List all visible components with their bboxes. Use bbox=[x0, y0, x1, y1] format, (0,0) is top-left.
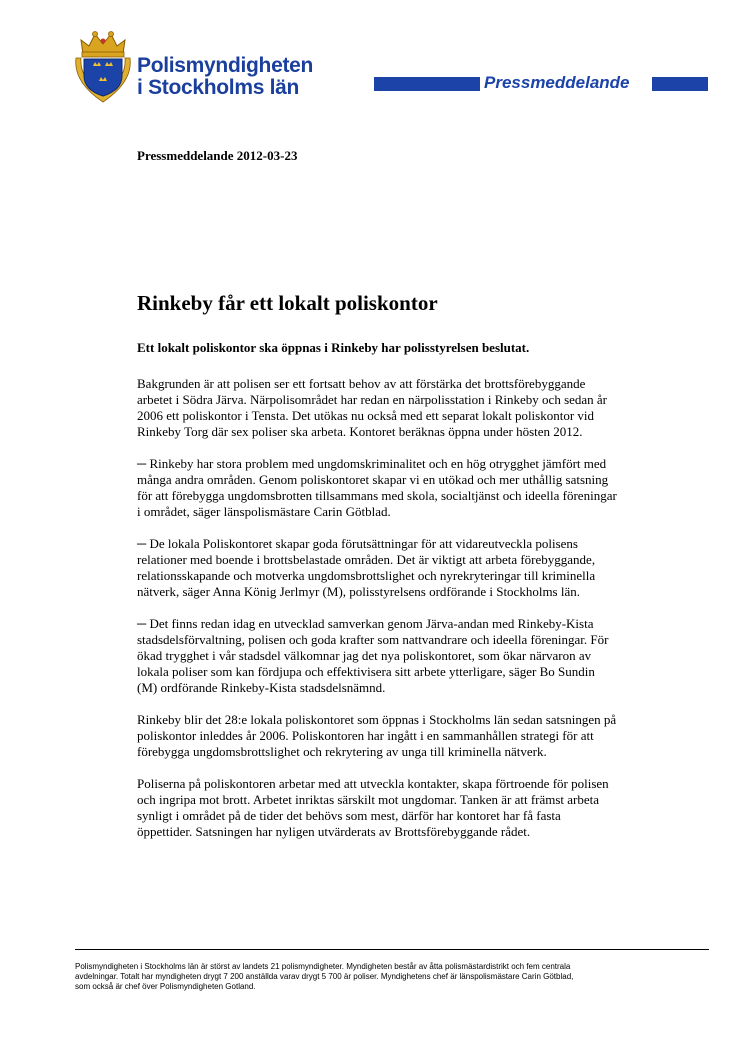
text-line: och ingripa mot brott. Arbetet inriktas särskilt mot ungdomar. Tanken är att främst arbeta bbox=[137, 792, 600, 807]
organization-name bbox=[137, 55, 313, 99]
footer-line: Polismyndigheten i Stockholms län är störst av landets 21 polismyndigheter. Myndigheten består av åtta polismästardistrikt och fem centrala bbox=[75, 962, 571, 971]
crown-shield-icon bbox=[73, 30, 133, 104]
text-line: poliskontor inleddes år 2006. Poliskontoren har ingått i en sammanhållen strategi för att bbox=[137, 728, 594, 743]
footer-text bbox=[75, 962, 715, 992]
press-release-label: Pressmeddelande bbox=[484, 73, 630, 92]
footer-divider bbox=[75, 949, 709, 950]
press-banner-bar-right bbox=[652, 77, 708, 91]
paragraph-police-work bbox=[137, 776, 712, 840]
text-line: arbetet i Södra Järva. Närpolisområdet har redan en närpolisstation i Rinkeby och sedan år bbox=[137, 392, 608, 407]
quote-anna-konig-jerlmyr bbox=[137, 536, 712, 600]
paragraph-background bbox=[137, 376, 712, 440]
text-line: ─ De lokala Poliskontoret skapar goda förutsättningar för att vidareutveckla polisens bbox=[137, 536, 578, 551]
text-line: i området, säger länspolismästare Carin Götblad. bbox=[137, 504, 391, 519]
text-line: lokala poliser som kan fördjupa och effektivisera sitt arbete ytterligare, säger Bo Sundin bbox=[137, 664, 595, 679]
dateline: Pressmeddelande 2012-03-23 bbox=[137, 148, 298, 163]
text-line: Bakgrunden är att polisen ser ett fortsatt behov av att förstärka det brottsförebyggande bbox=[137, 376, 586, 391]
text-line: nätverk, säger Anna König Jerlmyr (M), polisstyrelsens ordförande i Stockholms län. bbox=[137, 584, 580, 599]
text-line: ökad trygghet i vår stadsdel välkomnar jag det nya poliskontoret, som ökar närvaron av bbox=[137, 648, 592, 663]
text-line: 2006 ett poliskontor i Tensta. Det utökas nu också med ett separat lokalt poliskontor vid bbox=[137, 408, 595, 423]
text-line: öppettider. Satsningen har nyligen utvärderats av Brottsförebyggande rådet. bbox=[137, 824, 531, 839]
text-line: Rinkeby Torg där sex poliser ska arbeta. Kontoret beräknas öppna under hösten 2012. bbox=[137, 424, 583, 439]
press-banner-bar-left bbox=[374, 77, 480, 91]
text-line: Poliserna på poliskontoren arbetar med att utveckla kontakter, skapa förtroende för polisen bbox=[137, 776, 609, 791]
text-line: synligt i området på de tider det behövs som mest, därför har kontoret har få fasta bbox=[137, 808, 561, 823]
text-line: förebygga ungdomsbrottslighet och rekrytering av unga till kriminella nätverk. bbox=[137, 744, 547, 759]
headline: Rinkeby får ett lokalt poliskontor bbox=[137, 291, 438, 315]
article-body bbox=[137, 376, 712, 856]
footer-line: avdelningar. Totalt har myndigheten drygt 7 200 anställda varav drygt 5 700 är poliser. Myndighetens chef är länspolismästare Carin Götblad, bbox=[75, 972, 574, 981]
footer-line: som också är chef över Polismyndigheten Gotland. bbox=[75, 982, 256, 991]
text-line: för att förebygga ungdomsbrotten tillsammans med skola, socialtjänst och ideella föreningar bbox=[137, 488, 617, 503]
paragraph-28th-office bbox=[137, 712, 712, 760]
lead-paragraph: Ett lokalt poliskontor ska öppnas i Rinkeby har polisstyrelsen beslutat. bbox=[137, 340, 530, 355]
text-line: relationsskapande och motverka ungdomsbrottslighet och nyrekryteringar till kriminella bbox=[137, 568, 596, 583]
quote-carin-gotblad bbox=[137, 456, 712, 520]
org-name-line1: Polismyndigheten bbox=[137, 54, 314, 77]
text-line: ─ Det finns redan idag en utvecklad samverkan genom Järva-andan med Rinkeby-Kista bbox=[137, 616, 594, 631]
text-line: många andra områden. Genom poliskontoret skapar vi en utökad och mer uthållig satsning bbox=[137, 472, 609, 487]
text-line: relationer med boende i brottsbelastade områden. Det är viktigt att arbeta förebyggande, bbox=[137, 552, 596, 567]
text-line: ─ Rinkeby har stora problem med ungdomskriminalitet och en hög otrygghet jämfört med bbox=[137, 456, 607, 471]
org-name-line2: i Stockholms län bbox=[137, 76, 300, 99]
text-line: Rinkeby blir det 28:e lokala poliskontoret som öppnas i Stockholms län sedan satsningen på bbox=[137, 712, 617, 727]
text-line: (M) ordförande Rinkeby-Kista stadsdelsnämnd. bbox=[137, 680, 386, 695]
police-crest-logo bbox=[73, 30, 133, 104]
text-line: stadsdelsförvaltning, polisen och goda krafter som nattvandrare och ideella föreningar. För bbox=[137, 632, 609, 647]
quote-bo-sundin bbox=[137, 616, 712, 696]
